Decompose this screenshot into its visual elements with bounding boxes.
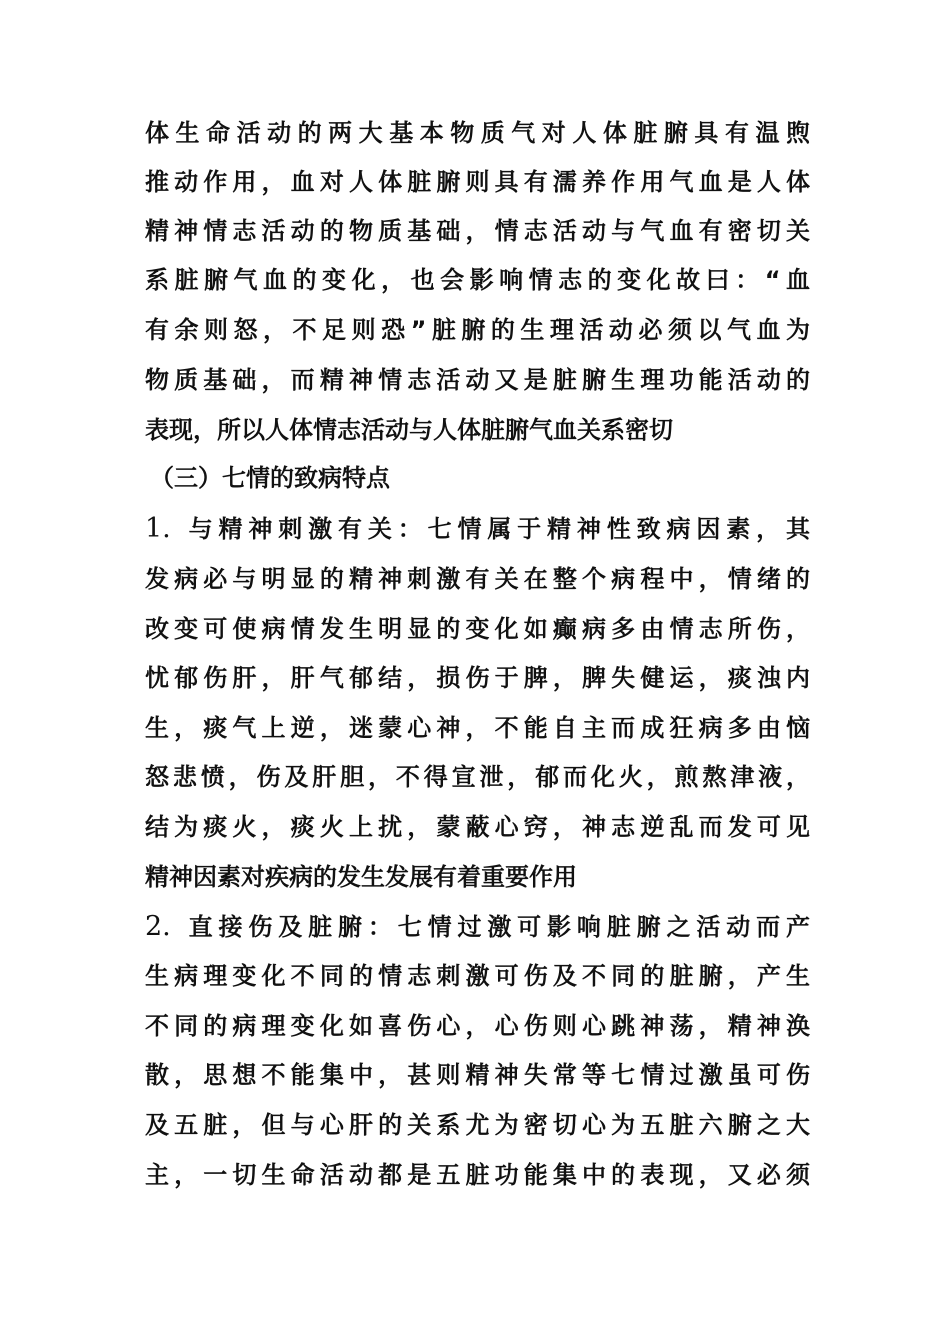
item2-first-line-text: 直接伤及脏腑：七情过激可影响脏腑之活动而产 bbox=[182, 913, 810, 941]
item1-first-line-text: 与精神刺激有关：七情属于精神性致病因素，其 bbox=[182, 515, 810, 543]
item1-line-3: 改变可使病情发生明显的变化如癫病多由情志所伤， bbox=[145, 615, 810, 643]
paragraph1-line-1: 体生命活动的两大基本物质气对人体脏腑具有温煦 bbox=[145, 119, 810, 147]
item1-line-8: 精神因素对疾病的发生发展有着重要作用 bbox=[145, 863, 577, 891]
item2-line-2: 生病理变化不同的情志刺激可伤及不同的脏腑，产生 bbox=[145, 962, 810, 990]
item2-number: 2. bbox=[145, 911, 171, 942]
item2-first-line bbox=[145, 912, 810, 942]
item1-line-2: 发病必与明显的精神刺激有关在整个病程中，情绪的 bbox=[145, 565, 810, 593]
item1-line-6: 怒悲愤，伤及肝胆，不得宣泄，郁而化火，煎熬津液， bbox=[145, 763, 810, 791]
paragraph1-line-7: 表现，所以人体情志活动与人体脏腑气血关系密切 bbox=[145, 416, 673, 444]
paragraph1-line-6: 物质基础，而精神情志活动又是脏腑生理功能活动的 bbox=[145, 366, 810, 394]
item2-line-5: 及五脏，但与心肝的关系尤为密切心为五脏六腑之大 bbox=[145, 1111, 810, 1139]
item1-line-7: 结为痰火，痰火上扰，蒙蔽心窍，神志逆乱而发可见 bbox=[145, 813, 810, 841]
item1-number: 1. bbox=[145, 513, 171, 544]
item2-line-3: 不同的病理变化如喜伤心，心伤则心跳神荡，精神涣 bbox=[145, 1012, 810, 1040]
item1-line-4: 忧郁伤肝，肝气郁结，损伤于脾，脾失健运，痰浊内 bbox=[145, 664, 810, 692]
item2-line-4: 散，思想不能集中，甚则精神失常等七情过激虽可伤 bbox=[145, 1061, 810, 1089]
paragraph1-line-3: 精神情志活动的物质基础，情志活动与气血有密切关 bbox=[145, 217, 810, 245]
item1-line-5: 生，痰气上逆，迷蒙心神，不能自主而成狂病多由恼 bbox=[145, 714, 810, 742]
section-heading: （三）七情的致病特点 bbox=[150, 464, 390, 492]
paragraph1-line-2: 推动作用，血对人体脏腑则具有濡养作用气血是人体 bbox=[145, 168, 810, 196]
item1-first-line bbox=[145, 514, 810, 544]
item2-line-6: 主，一切生命活动都是五脏功能集中的表现，又必须 bbox=[145, 1161, 810, 1189]
paragraph1-line-5: 有余则怒，不足则恐”脏腑的生理活动必须以气血为 bbox=[145, 316, 810, 344]
paragraph1-line-4: 系脏腑气血的变化，也会影响情志的变化故曰：“血 bbox=[145, 266, 810, 294]
